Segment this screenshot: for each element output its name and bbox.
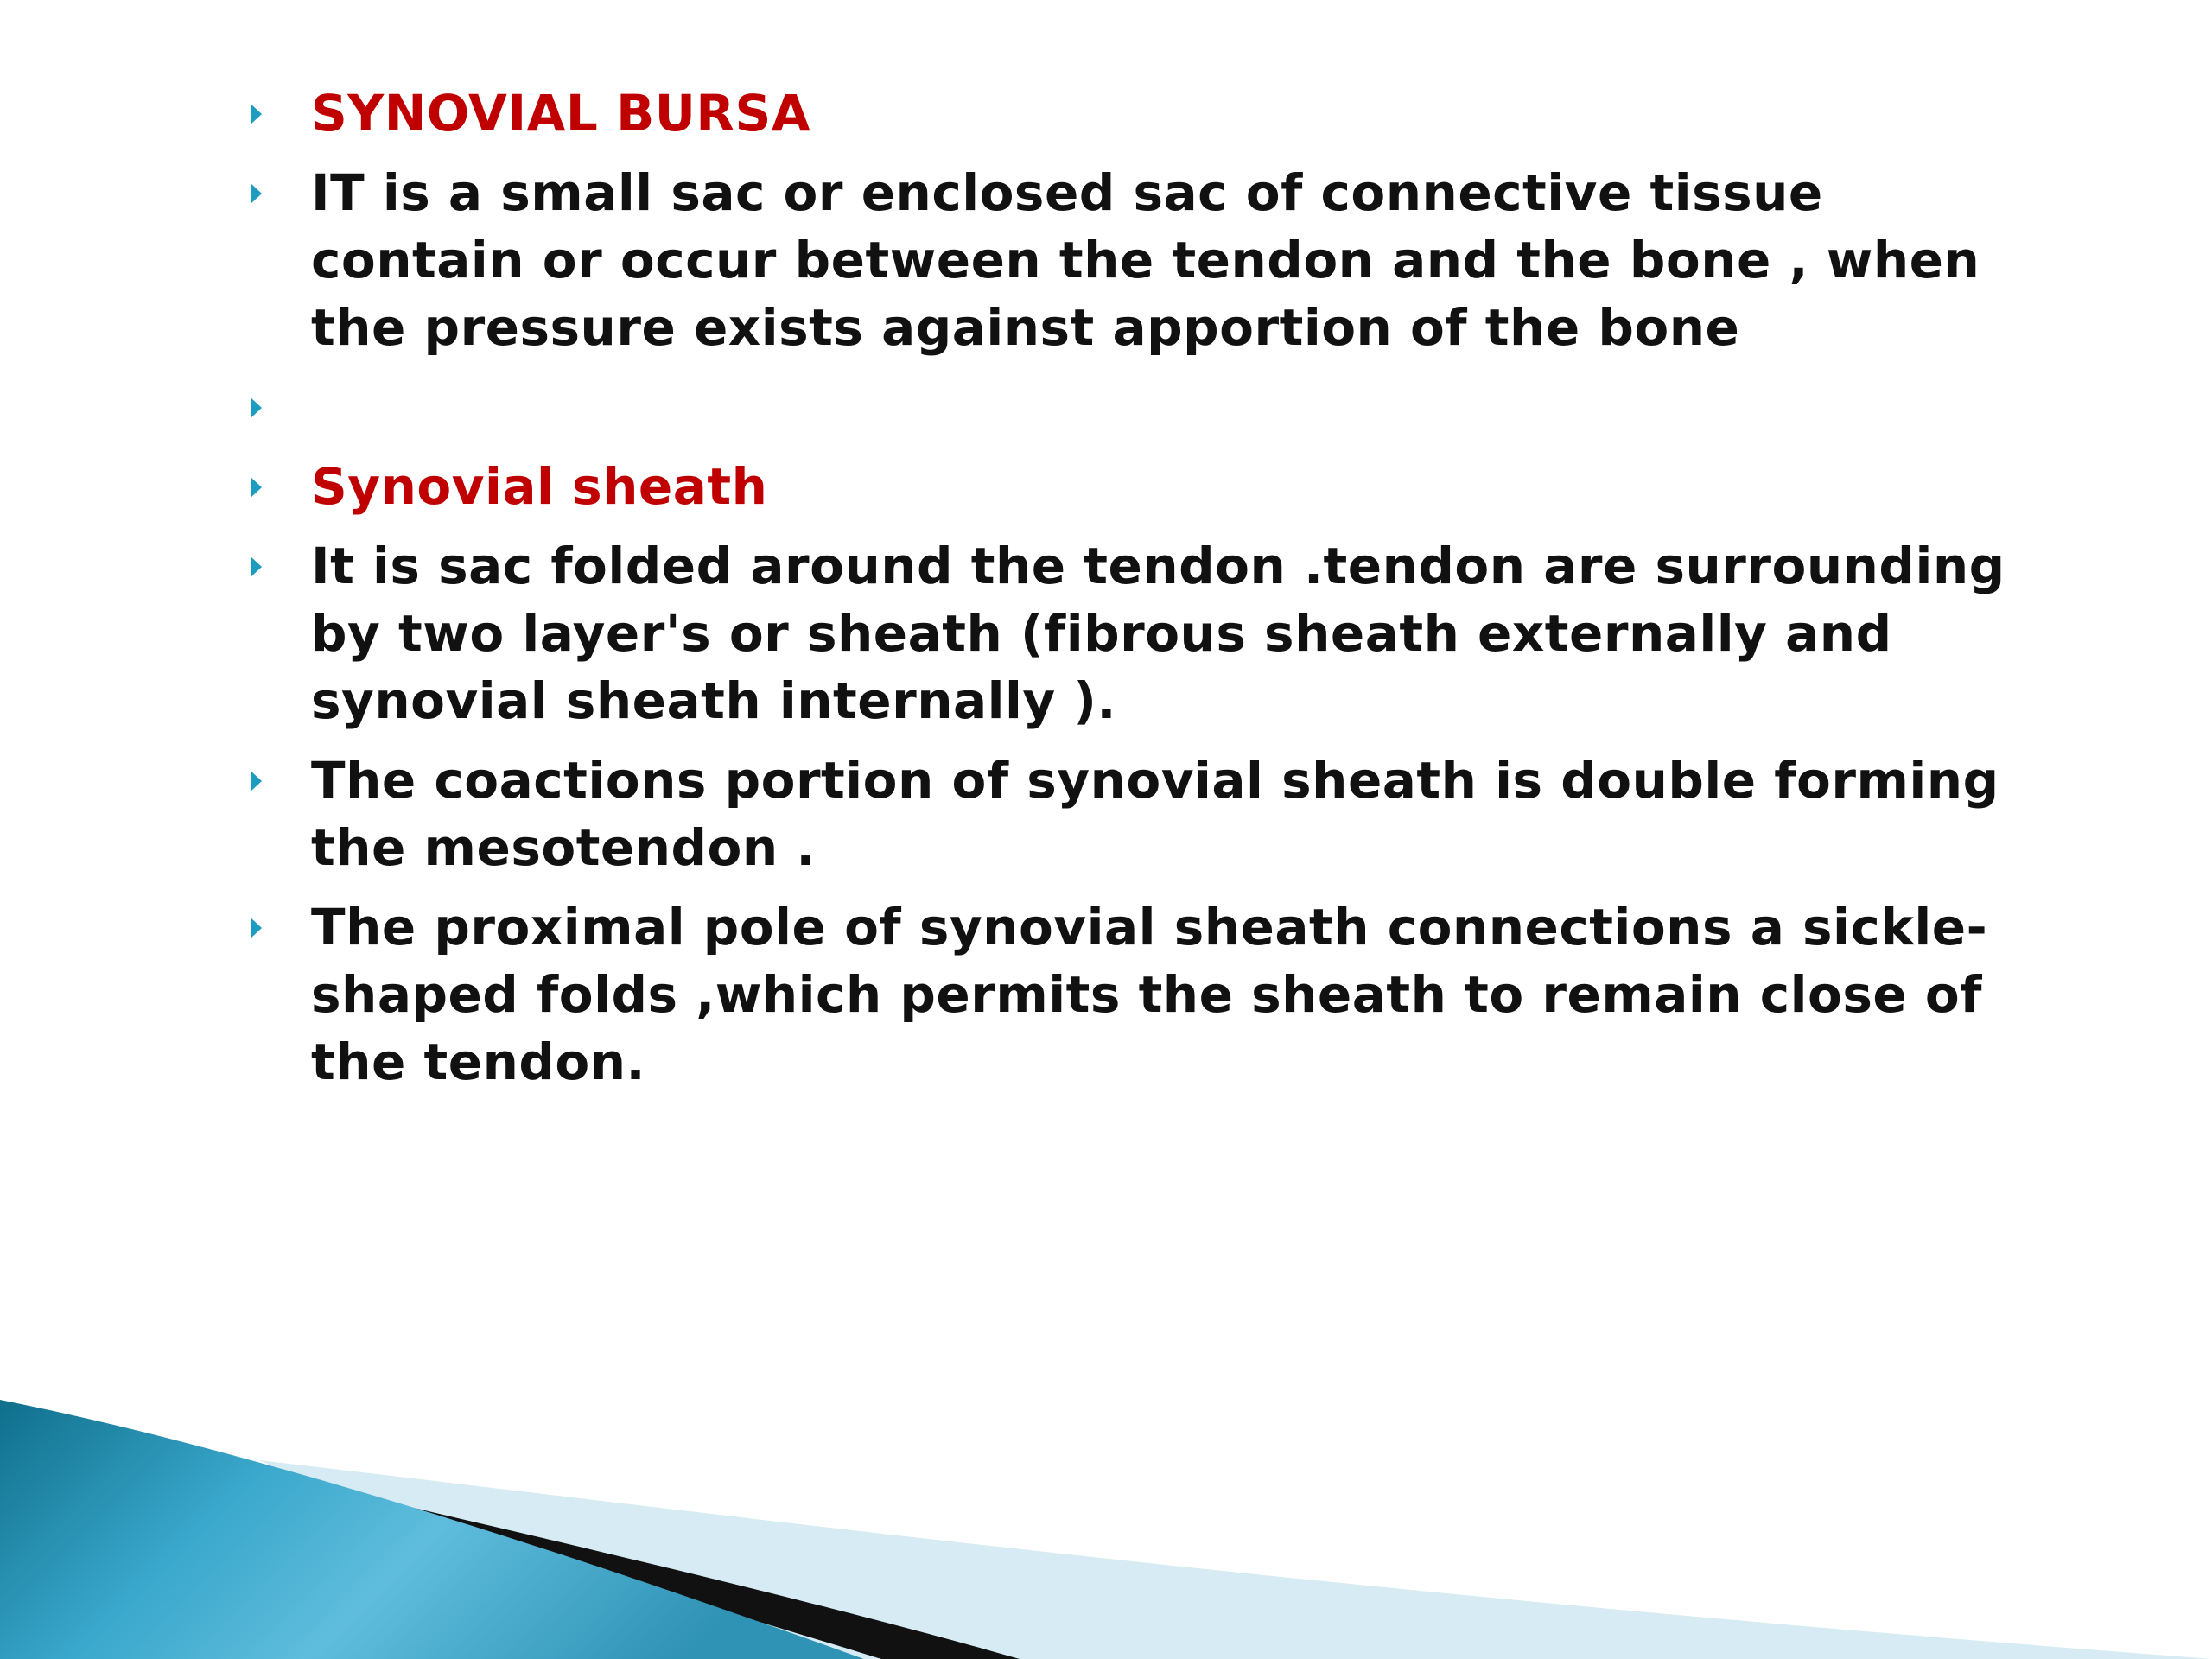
bullet-proximal-pole <box>251 893 2031 1096</box>
bullet-mesotendon <box>251 747 2031 881</box>
bullet-text: The coactions portion of synovial sheath is double forming the mesotendon . <box>311 751 1999 877</box>
bullet-arrow-icon <box>251 918 262 938</box>
bullet-text: SYNOVIAL BURSA <box>311 84 811 143</box>
bullet-arrow-icon <box>251 556 262 577</box>
bullet-text: Synovial sheath <box>311 457 768 516</box>
bullet-arrow-icon <box>251 771 262 791</box>
bullet-text: IT is a small sac or enclosed sac of connective tissue contain or occur between the tendon and the bone , when the pressure exists against apportion of the bone <box>311 163 1980 357</box>
bullet-list <box>251 79 2031 1108</box>
bullet-arrow-icon <box>251 397 262 418</box>
bullet-arrow-icon <box>251 183 262 204</box>
bullet-sheath-definition <box>251 532 2031 734</box>
bullet-heading-synovial-sheath <box>251 453 2031 520</box>
bullet-text: It is sac folded around the tendon .tendon are surrounding by two layer's or sheath (fibrous sheath externally and synovial sheath internally ). <box>311 537 2005 730</box>
bullet-empty <box>251 373 2031 441</box>
bullet-heading-synovial-bursa <box>251 79 2031 147</box>
bullet-arrow-icon <box>251 477 262 498</box>
bullet-arrow-icon <box>251 104 262 124</box>
bullet-bursa-definition <box>251 159 2031 361</box>
bullet-text: The proximal pole of synovial sheath connections a sickle- shaped folds ,which permits the sheath to remain close of the tendon. <box>311 898 1988 1091</box>
